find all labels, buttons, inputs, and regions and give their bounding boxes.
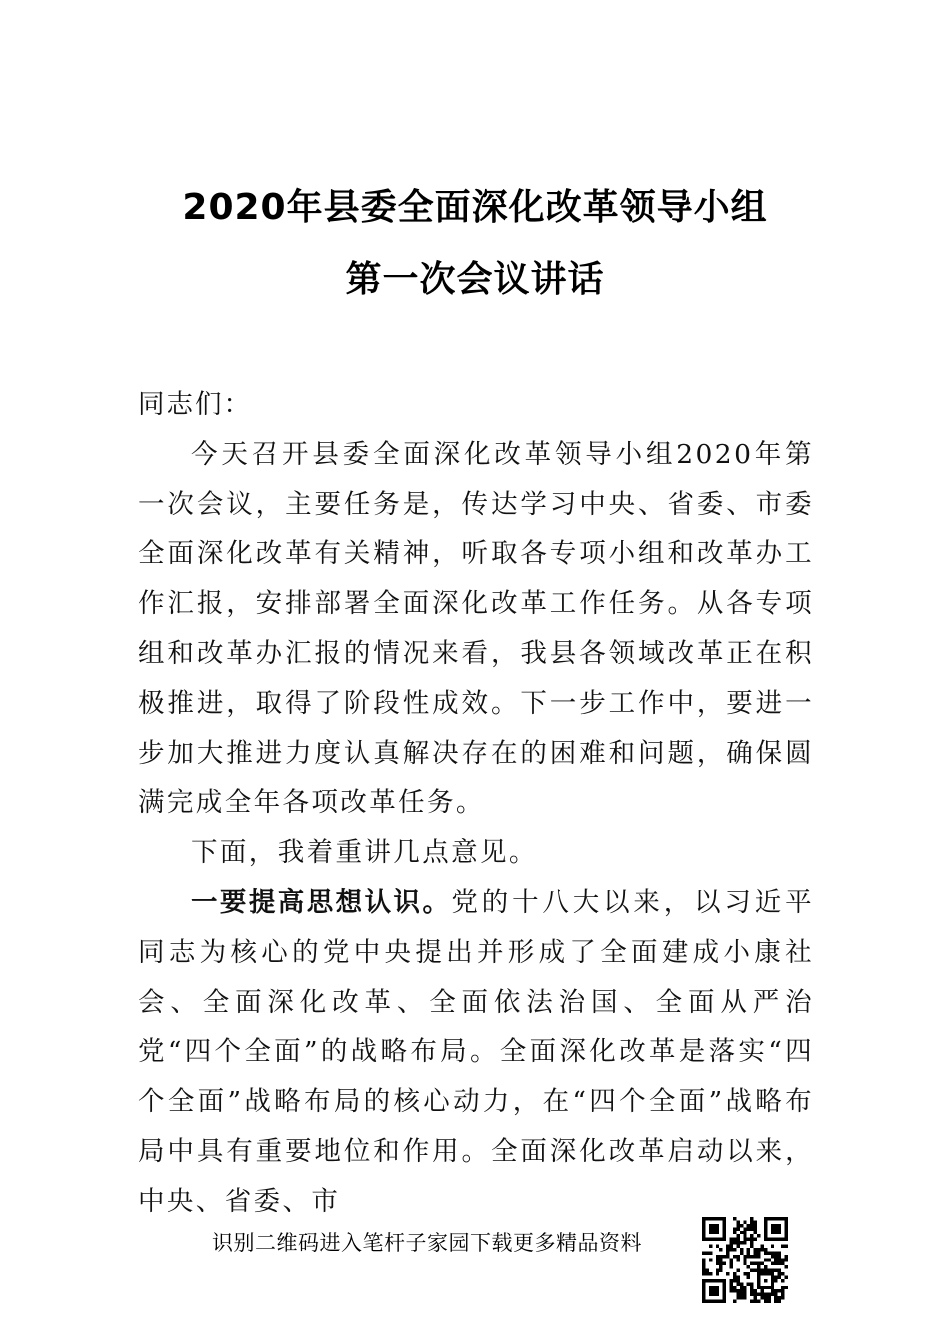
footer-text: 识别二维码进入笔杆子家园下载更多精品资料 bbox=[212, 1231, 642, 1255]
footer bbox=[0, 1222, 950, 1322]
paragraph-3-lead: 一要提高思想认识。 bbox=[191, 886, 452, 918]
document-title-line-2: 第一次会议讲话 bbox=[345, 259, 605, 300]
paragraph-1: 今天召开县委全面深化改革领导小组2020年第一次会议，主要任务是，传达学习中央、省委、市委全面深化改革有关精神，听取各专项小组和改革办工作汇报，安排部署全面深化改革工作任务。从各专项组和改革办汇报的情况来看，我县各领域改革正在积极推进，取得了阶段性成效。下一步工作中，要进一步加大推进力度认真解决存在的困难和问题，确保圆满完成全年各项改革任务。 bbox=[138, 438, 814, 819]
qr-code-icon bbox=[702, 1217, 788, 1303]
document-title-line-1: 2020年县委全面深化改革领导小组 bbox=[182, 187, 768, 228]
salutation: 同志们： bbox=[138, 389, 252, 420]
paragraph-3-body: 党的十八大以来，以习近平同志为核心的党中央提出并形成了全面建成小康社会、全面深化改革、全面依法治国、全面从严治党“四个全面”的战略布局。全面深化改革是落实“四个全面”战略布局的核心动力，在“四个全面”战略布局中具有重要地位和作用。全面深化改革启动以来，中央、省委、市 bbox=[138, 886, 814, 1217]
paragraph-3 bbox=[138, 878, 814, 1227]
paragraph-2: 下面，我着重讲几点意见。 bbox=[191, 837, 538, 869]
document-body bbox=[138, 380, 814, 1227]
